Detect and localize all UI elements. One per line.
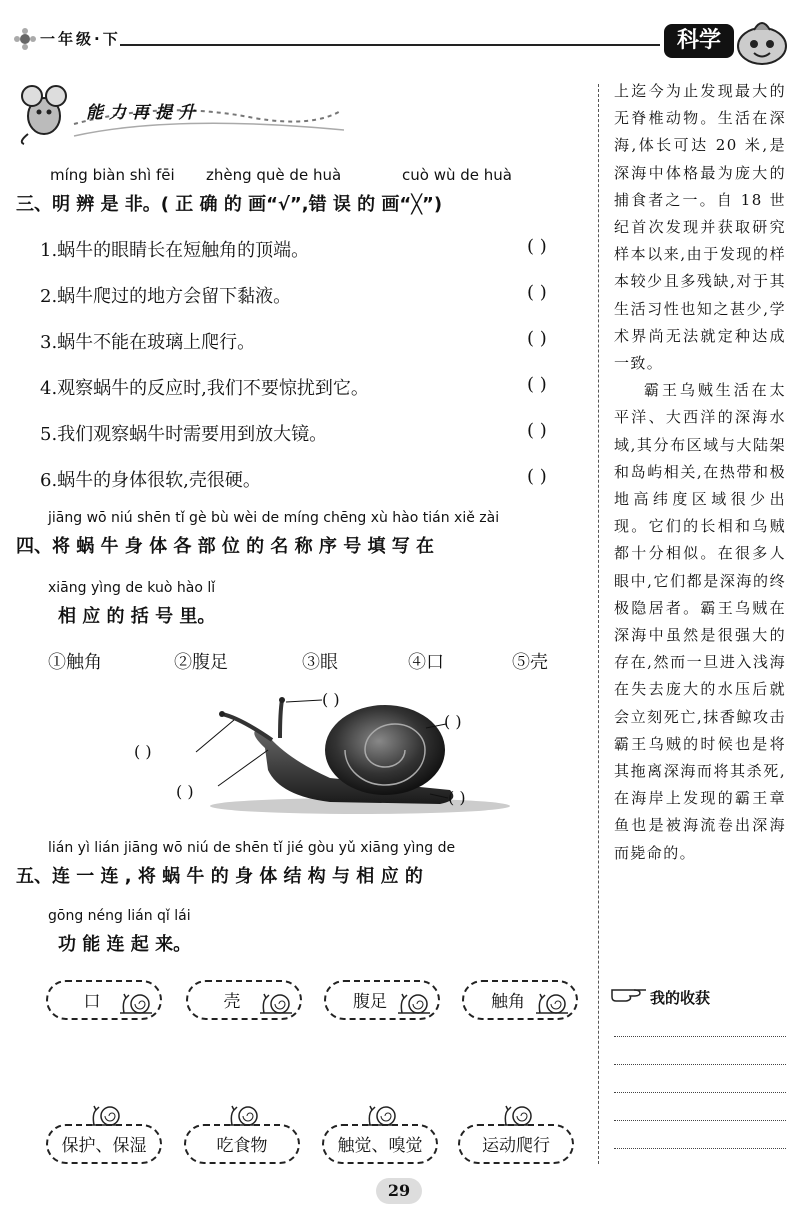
sidebar-article (614, 78, 786, 867)
snail-label-1[interactable]: ( ) (322, 690, 340, 709)
writing-line[interactable] (614, 1120, 786, 1121)
pointing-hand-icon (610, 982, 648, 1004)
q5-heading-2: 功 能 连 起 来。 (58, 934, 192, 955)
q3-pinyin-1: míng biàn shì fēi (50, 166, 175, 184)
match-structure-shell-label: 壳 (223, 992, 241, 1012)
grade-label: 一年级·下 (40, 30, 121, 48)
q3-answer-1[interactable]: ( ) (527, 236, 547, 257)
page-number: 29 (376, 1178, 422, 1204)
q3-answer-4[interactable]: ( ) (527, 374, 547, 395)
section-banner-title: 能力再提升 (86, 103, 201, 123)
q3-item-4: 4.观察蜗牛的反应时,我们不要惊扰到它。 (40, 378, 369, 399)
snail-label-4[interactable]: ( ) (176, 782, 194, 801)
writing-line[interactable] (614, 1092, 786, 1093)
mouse-icon (22, 86, 66, 144)
snail-label-3[interactable]: ( ) (134, 742, 152, 761)
harvest-label: 我的收获 (650, 989, 711, 1007)
writing-line[interactable] (614, 1064, 786, 1065)
part-antenna: ①触角 (48, 652, 102, 673)
part-eye: ③眼 (302, 652, 338, 673)
q5-pinyin-2: gōng néng lián qǐ lái (48, 908, 191, 924)
writing-line[interactable] (614, 1148, 786, 1149)
match-function-sense[interactable]: 触觉、嗅觉 (322, 1124, 438, 1164)
header-rule (120, 44, 660, 46)
q3-item-6: 6.蜗牛的身体很软,壳很硬。 (40, 470, 261, 491)
match-function-protect[interactable]: 保护、保湿 (46, 1124, 162, 1164)
q3-pinyin-3: cuò wù de huà (402, 166, 512, 184)
part-foot: ②腹足 (174, 652, 228, 673)
q5-heading-1: 五、连 一 连 , 将 蜗 牛 的 身 体 结 构 与 相 应 的 (16, 866, 423, 887)
q3-answer-3[interactable]: ( ) (527, 328, 547, 349)
snail-icon (396, 992, 432, 1016)
q3-item-5: 5.我们观察蜗牛时需要用到放大镜。 (40, 424, 328, 445)
match-structure-mouth-label: 口 (83, 992, 101, 1012)
q3-answer-6[interactable]: ( ) (527, 466, 547, 487)
header-flower-icon (14, 28, 36, 50)
sidebar-paragraph-1: 上迄今为止发现最大的无脊椎动物。生活在深海,体长可达 20 米,是深海中体格最为庞大的捕食者之一。自 18 世纪首次发现并获取研究样本以来,由于发现的样本较少且多残缺,对于其生活习性也知之甚少,学术界尚无法就定种达成一致。 (614, 82, 786, 373)
sidebar-divider (598, 84, 599, 1164)
match-function-move[interactable]: 运动爬行 (458, 1124, 574, 1164)
snail-icon (534, 992, 570, 1016)
snail-label-5[interactable]: ( ) (448, 788, 466, 807)
q3-answer-5[interactable]: ( ) (527, 420, 547, 441)
match-structure-antenna-label: 触角 (491, 992, 525, 1012)
q3-item-1: 1.蜗牛的眼睛长在短触角的顶端。 (40, 240, 310, 261)
mascot-icon (734, 16, 790, 66)
q4-pinyin-2: xiāng yìng de kuò hào lǐ (48, 580, 216, 596)
snail-label-2[interactable]: ( ) (444, 712, 462, 731)
part-mouth: ④口 (408, 652, 444, 673)
snail-icon (118, 992, 154, 1016)
subject-badge: 科学 (664, 24, 734, 58)
q3-answer-2[interactable]: ( ) (527, 282, 547, 303)
q4-heading-1: 四、将 蜗 牛 身 体 各 部 位 的 名 称 序 号 填 写 在 (16, 536, 434, 557)
match-function-eat[interactable]: 吃食物 (184, 1124, 300, 1164)
q4-pinyin-1: jiāng wō niú shēn tǐ gè bù wèi de míng chēng xù hào tián xiě zài (48, 510, 500, 526)
writing-line[interactable] (614, 1036, 786, 1037)
q3-pinyin-2: zhèng què de huà (206, 166, 342, 184)
q3-heading: 三、明 辨 是 非。( 正 确 的 画“√”,错 误 的 画“╳”) (16, 194, 443, 215)
q5-pinyin-1: lián yì lián jiāng wō niú de shēn tǐ jié gòu yǔ xiāng yìng de (48, 840, 456, 856)
part-shell: ⑤壳 (512, 652, 548, 673)
snail-icon (258, 992, 294, 1016)
sidebar-paragraph-2: 霸王乌贼生活在太平洋、大西洋的深海水域,其分布区域与大陆架和岛屿相关,在热带和极地高纬度区域很少出现。它们的长相和乌贼都十分相似。在很多人眼中,它们都是深海的终极隐居者。霸王乌贼在深海中虽然是很强大的存在,然而一旦进入浅海在失去庞大的水压后就会立刻死亡,抹香鲸攻击霸王乌贼的时候也是将其拖离深海而将其杀死,在海岸上发现的霸王章鱼也是被海流卷出深海而毙命的。 (614, 381, 786, 862)
q3-item-3: 3.蜗牛不能在玻璃上爬行。 (40, 332, 256, 353)
q3-item-2: 2.蜗牛爬过的地方会留下黏液。 (40, 286, 292, 307)
q4-heading-2: 相 应 的 括 号 里。 (58, 606, 216, 627)
match-structure-foot-label: 腹足 (353, 992, 387, 1012)
